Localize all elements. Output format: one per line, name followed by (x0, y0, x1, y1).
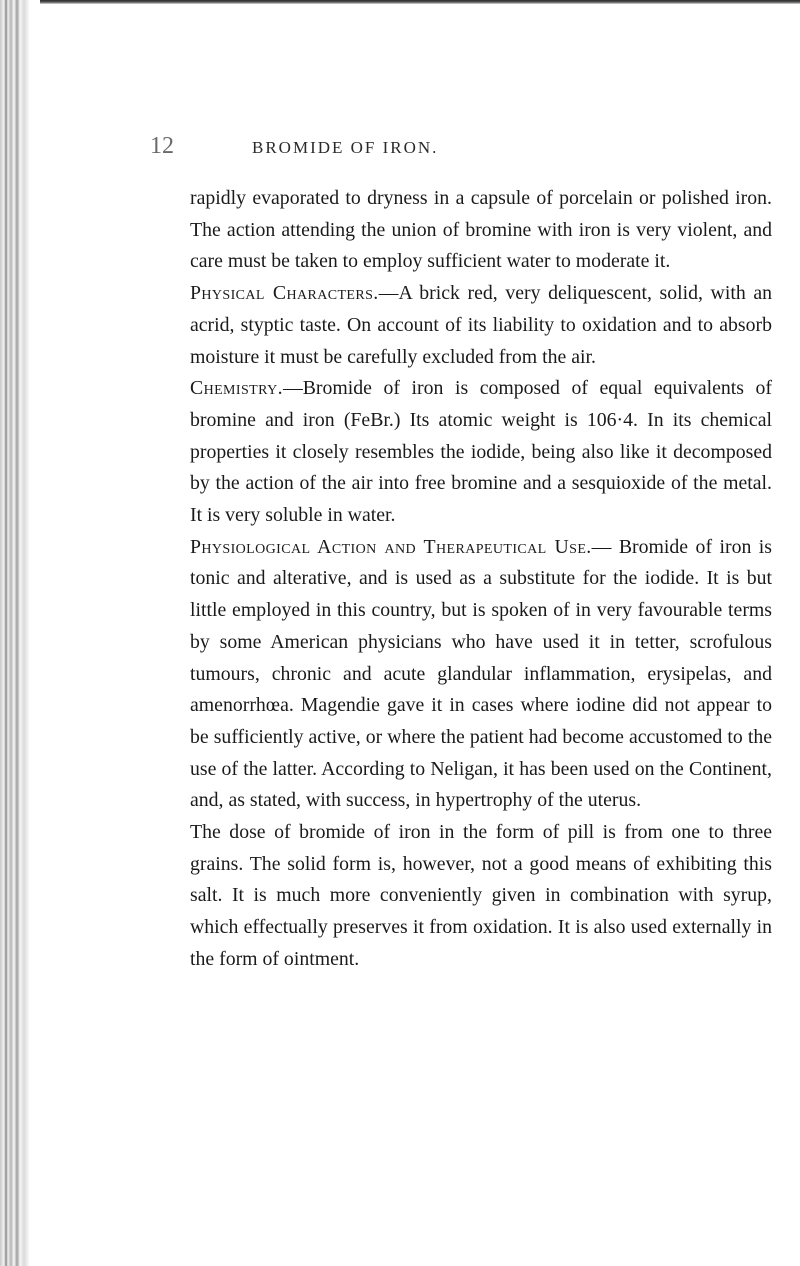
paragraph-text: rapidly evaporated to dryness in a capsule of porcelain or polished iron. The action attending the union of bromine with iron is very violent, and care must be taken to employ sufficient water to moderate it. (190, 187, 772, 273)
paragraph-text: —A brick red, very deliquescent, solid, with an acrid, styptic taste. On account of its liability to oxidation and to absorb moisture it must be carefully excluded from the air. (190, 282, 773, 368)
paragraph-text: —Bromide of iron is composed of equal equivalents of bromine and iron (FeBr.) Its atomic weight is 106·4. In its chemical properties it closely resembles the iodide, being also like it decomposed by the action of the air into free bromine and a sesquioxide of the metal. It is very soluble in water. (190, 377, 772, 527)
body-text (190, 183, 772, 976)
paragraph-continuation (190, 183, 772, 278)
scan-top-edge (0, 0, 800, 4)
page-number: 12 (150, 133, 174, 159)
paragraph-physiological-action (190, 532, 772, 817)
page-header (150, 133, 790, 169)
book-binding-edge (0, 0, 40, 1266)
section-heading: Chemistry. (190, 377, 283, 400)
paragraph-chemistry (190, 373, 772, 532)
paragraph-physical-characters (190, 278, 772, 373)
paragraph-text: — Bromide of iron is tonic and alterative, and is used as a substitute for the iodide. It is but little employed in this country, but is spoken of in very favourable terms by some American physicians who have used it in tetter, scrofulous tumours, chronic and acute glandular inflammation, erysipelas, and amenorrhœa. Magendie gave it in cases where iodine did not appear to be sufficiently active, or where the patient had become accustomed to the use of the latter. According to Neligan, it has been used on the Continent, and, as stated, with success, in hypertrophy of the uterus. (190, 535, 773, 812)
section-heading: Physical Characters. (190, 282, 379, 305)
paragraph-dose (190, 817, 772, 976)
paragraph-text: The dose of bromide of iron in the form of pill is from one to three grains. The solid form is, however, not a good means of exhibiting this salt. It is much more conveniently given in combination with syrup, which effectually preserves it from oxidation. It is also used externally in the form of ointment. (190, 821, 772, 970)
section-heading: Physiological Action and Therapeutical Use. (190, 535, 592, 558)
running-title: BROMIDE OF IRON. (252, 138, 439, 157)
